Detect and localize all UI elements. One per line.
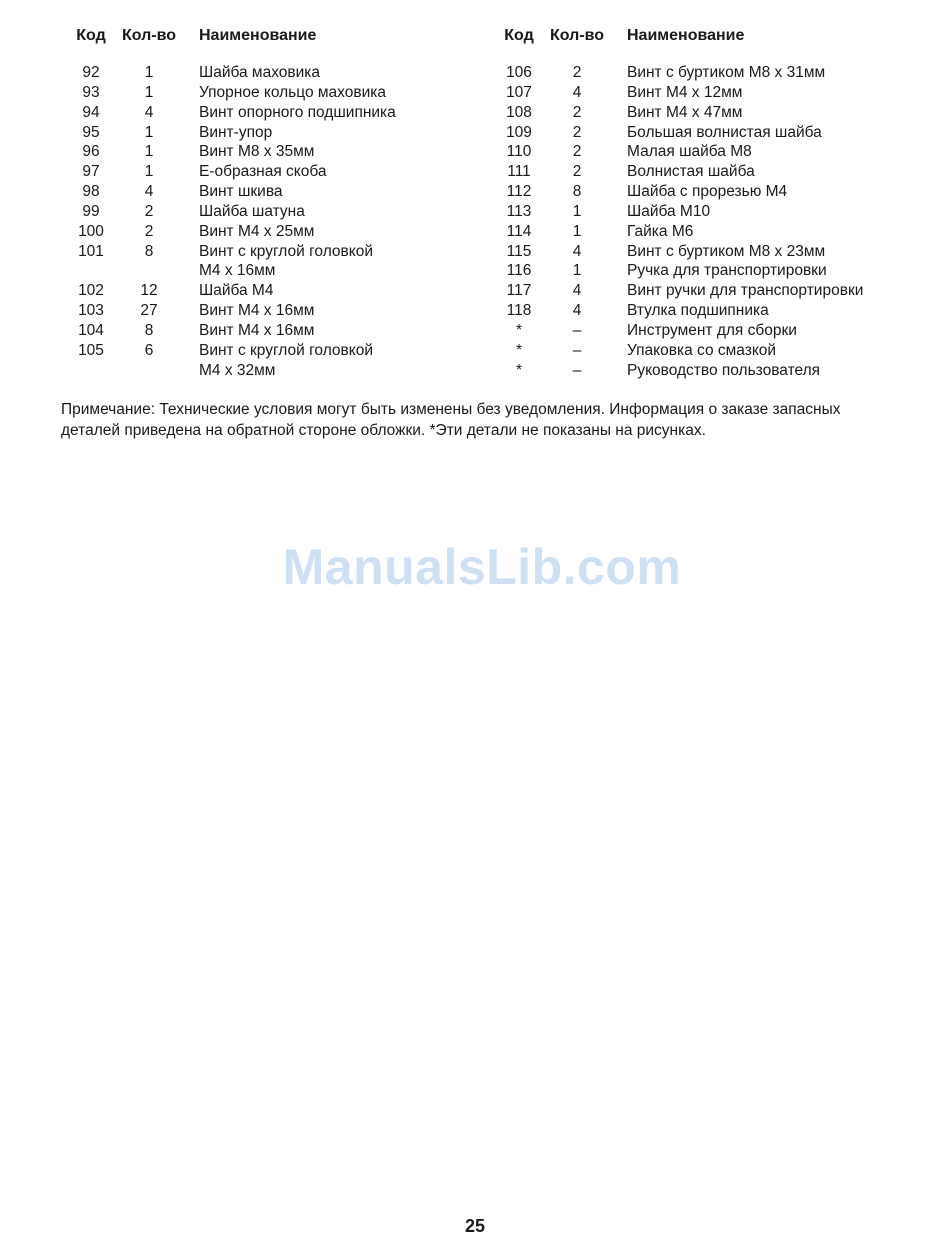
part-name-cell: Шайба M10: [627, 202, 711, 220]
parts-table-left: [62, 27, 472, 381]
part-qty-cell: 27: [140, 302, 158, 320]
part-qty-cell: 2: [572, 103, 582, 121]
part-code-cell: *: [515, 341, 523, 359]
part-code-cell: 102: [78, 282, 104, 300]
part-name-cell: Шайба шатуна: [199, 202, 305, 220]
part-code-cell: 115: [506, 242, 532, 260]
table-row: [62, 63, 472, 83]
part-code-cell: 112: [506, 183, 532, 201]
part-code-cell: 111: [507, 163, 531, 181]
part-name-cell: Большая волнистая шайба: [627, 123, 822, 141]
table-header-row: [62, 27, 472, 49]
part-name-cell: Упаковка со смазкой: [627, 341, 777, 359]
part-name-cell: M4 x 16мм: [199, 262, 276, 280]
part-name-cell: Винт M4 x 25мм: [199, 222, 315, 240]
part-code-cell: 92: [82, 64, 100, 81]
part-name-cell: Руководство пользователя: [627, 361, 821, 379]
part-code-cell: 116: [506, 262, 532, 280]
table-row: [62, 341, 472, 361]
part-name-cell: Шайба M4: [199, 282, 274, 300]
table-row: [490, 83, 910, 103]
part-code-cell: *: [515, 361, 523, 379]
part-code-cell: 98: [82, 183, 100, 201]
part-code-cell: 114: [506, 222, 532, 240]
part-code-cell: 106: [506, 64, 532, 81]
table-row: [490, 261, 910, 281]
table-row: [62, 142, 472, 162]
part-code-cell: 97: [82, 163, 100, 181]
part-name-cell: Винт с круглой головкой: [199, 341, 374, 359]
part-code-cell: 96: [82, 143, 100, 161]
column-header-qty: Кол-во: [549, 27, 605, 44]
part-name-cell: Винт с круглой головкой: [199, 242, 374, 260]
part-code-cell: 99: [82, 202, 100, 220]
part-name-cell: Винт M4 x 47мм: [627, 103, 743, 121]
part-code-cell: [62, 261, 120, 281]
part-qty-cell: 4: [572, 282, 582, 300]
table-row: [62, 261, 472, 281]
part-qty-cell: [120, 361, 178, 381]
part-name-cell: Инструмент для сборки: [627, 321, 797, 339]
part-qty-cell: –: [572, 361, 582, 379]
table-row: [62, 182, 472, 202]
part-name-cell: Малая шайба M8: [627, 143, 752, 161]
table-row: [62, 222, 472, 242]
table-row: [490, 103, 910, 123]
table-row: [62, 103, 472, 123]
part-qty-cell: 12: [140, 282, 158, 300]
table-row: [490, 361, 910, 381]
column-header-qty: Кол-во: [121, 27, 177, 44]
part-code-cell: 103: [78, 302, 104, 320]
part-qty-cell: 1: [144, 64, 154, 81]
part-name-cell: Винт M4 x 12мм: [627, 83, 743, 101]
part-code-cell: 95: [82, 123, 100, 141]
part-code-cell: [62, 361, 120, 381]
table-header-row: [490, 27, 910, 49]
part-name-cell: Упорное кольцо маховика: [199, 83, 386, 101]
part-qty-cell: 2: [572, 123, 582, 141]
table-row: [62, 301, 472, 321]
part-name-cell: Винт с буртиком M8 x 31мм: [627, 64, 826, 81]
part-qty-cell: 2: [572, 143, 582, 161]
page-number: 25: [464, 1216, 486, 1236]
part-qty-cell: 1: [572, 202, 582, 220]
parts-table-right: [490, 27, 910, 381]
part-qty-cell: 4: [144, 183, 154, 201]
part-code-cell: 100: [78, 222, 104, 240]
part-name-cell: E-образная скоба: [199, 163, 327, 181]
part-qty-cell: 4: [572, 242, 582, 260]
part-name-cell: Винт M4 x 16мм: [199, 321, 315, 339]
part-qty-cell: 1: [144, 163, 154, 181]
table-row: [490, 321, 910, 341]
part-qty-cell: –: [572, 341, 582, 359]
part-qty-cell: 6: [144, 341, 154, 359]
part-name-cell: Винт с буртиком M8 x 23мм: [627, 242, 826, 260]
part-code-cell: 118: [506, 302, 532, 320]
part-qty-cell: 1: [144, 123, 154, 141]
part-name-cell: Шайба маховика: [199, 64, 321, 81]
column-header-name: Наименование: [199, 27, 317, 44]
part-code-cell: 94: [82, 103, 100, 121]
part-qty-cell: 1: [572, 262, 582, 280]
table-row: [490, 162, 910, 182]
table-row: [62, 321, 472, 341]
part-qty-cell: 1: [144, 83, 154, 101]
footnote-text: Примечание: Технические условия могут быть изменены без уведомления. Информация о заказе запасных деталей приведена на обратной стороне обложки. *Эти детали не показаны на рисунках.: [61, 401, 841, 439]
part-name-cell: Винт ручки для транспортировки: [627, 282, 864, 300]
part-code-cell: 110: [506, 143, 532, 161]
table-row: [490, 202, 910, 222]
part-name-cell: Винт M8 x 35мм: [199, 143, 315, 161]
part-name-cell: Волнистая шайба: [627, 163, 755, 181]
part-qty-cell: 2: [144, 202, 154, 220]
part-name-cell: Винт шкива: [199, 183, 283, 201]
part-qty-cell: –: [572, 321, 582, 339]
table-row: [490, 123, 910, 143]
part-name-cell: Винт опорного подшипника: [199, 103, 396, 121]
part-qty-cell: 8: [144, 321, 154, 339]
part-qty-cell: 1: [144, 143, 154, 161]
table-row: [490, 301, 910, 321]
column-header-code: Код: [76, 27, 106, 44]
part-code-cell: 109: [506, 123, 532, 141]
table-row: [490, 142, 910, 162]
part-name-cell: Гайка M6: [627, 222, 694, 240]
part-name-cell: M4 x 32мм: [199, 361, 276, 379]
table-row: [62, 123, 472, 143]
table-row: [490, 242, 910, 262]
part-code-cell: 117: [506, 282, 532, 300]
table-row: [62, 281, 472, 301]
table-row: [62, 83, 472, 103]
part-qty-cell: 8: [572, 183, 582, 201]
part-code-cell: 101: [78, 242, 104, 260]
part-code-cell: 104: [78, 321, 104, 339]
table-row: [490, 182, 910, 202]
part-code-cell: 108: [506, 103, 532, 121]
part-code-cell: 105: [78, 341, 104, 359]
table-row: [490, 341, 910, 361]
part-qty-cell: 4: [144, 103, 154, 121]
part-qty-cell: 4: [572, 302, 582, 320]
part-qty-cell: [120, 261, 178, 281]
part-name-cell: Ручка для транспортировки: [627, 262, 827, 280]
part-qty-cell: 2: [144, 222, 154, 240]
table-row: [490, 63, 910, 83]
part-name-cell: Втулка подшипника: [627, 302, 769, 320]
part-qty-cell: 1: [572, 222, 582, 240]
part-qty-cell: 4: [572, 83, 582, 101]
part-code-cell: 113: [506, 202, 532, 220]
part-code-cell: 93: [82, 83, 100, 101]
table-row: [62, 361, 472, 381]
watermark-text: ManualsLib.com: [282, 539, 682, 595]
part-qty-cell: 2: [572, 163, 582, 181]
column-header-code: Код: [504, 27, 534, 44]
table-row: [490, 281, 910, 301]
part-code-cell: 107: [506, 83, 532, 101]
column-header-name: Наименование: [627, 27, 745, 44]
part-qty-cell: 8: [144, 242, 154, 260]
table-row: [62, 202, 472, 222]
table-row: [62, 242, 472, 262]
table-row: [490, 222, 910, 242]
part-name-cell: Винт M4 x 16мм: [199, 302, 315, 320]
part-name-cell: Винт-упор: [199, 123, 273, 141]
part-qty-cell: 2: [572, 64, 582, 81]
part-name-cell: Шайба с прорезью M4: [627, 183, 788, 201]
table-row: [62, 162, 472, 182]
part-code-cell: *: [515, 321, 523, 339]
